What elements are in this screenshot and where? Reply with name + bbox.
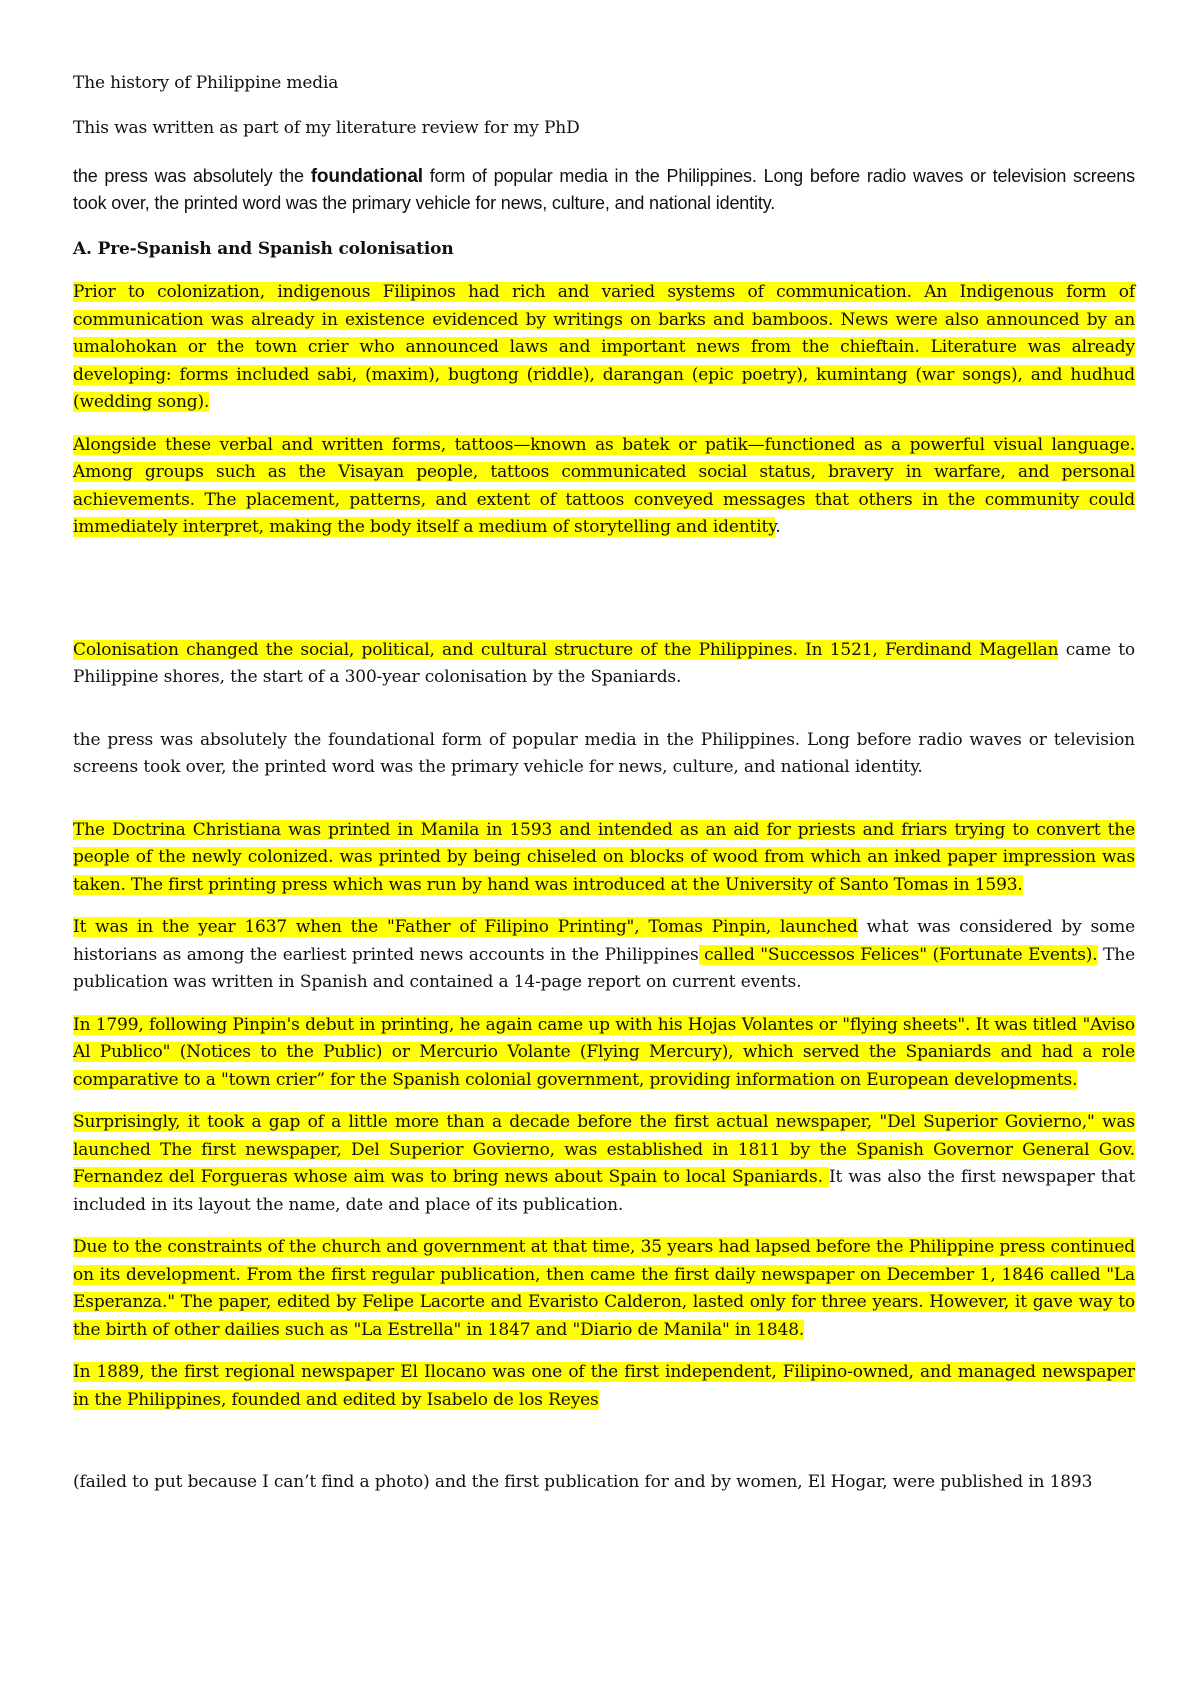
highlighted-text: called "Successos Felices" (Fortunate Events). — [698, 944, 1098, 965]
section-heading-a: A. Pre-Spanish and Spanish colonisation — [73, 239, 454, 259]
pinpin-paragraph — [73, 914, 1135, 997]
highlighted-text: Colonisation changed the social, political, and cultural structure of the Philippines. In 1521, Ferdinand Magellan — [73, 639, 1059, 660]
doctrina-paragraph — [73, 817, 1135, 900]
highlighted-text: The Doctrina Christiana was printed in Manila in 1593 and intended as an aid for priests and friars trying to convert the people of the newly colonized. was printed by being chiseled on blocks of wood from which an inked paper impression was taken. The first printing press which was run by hand was introduced at the University of Santo Tomas in 1593. — [73, 819, 1135, 895]
plain-text: It was also the first newspaper that included in its layout the name, date and place of its publication. — [73, 1167, 1135, 1215]
colonisation-paragraph — [73, 637, 1135, 692]
intro-line: This was written as part of my literature review for my PhD — [73, 118, 580, 138]
press-paragraph-1 — [73, 163, 1135, 217]
el-hogar-paragraph: (failed to put because I can’t find a photo) and the first publication for and by women, El Hogar, were published in 1893 — [73, 1472, 1093, 1492]
tattoos-paragraph-end: . — [775, 517, 781, 537]
precolonial-paragraph — [73, 279, 1135, 417]
highlighted-text: Prior to colonization, indigenous Filipinos had rich and varied systems of communication. An Indigenous form of communication was already in existence evidenced by writings on barks and bamboos. News were also announced by an umalohokan or the town crier who announced laws and important news from the chieftain. Literature was already developing: forms included sabi, (maxim), bugtong (riddle), darangan (epic poetry), kumintang (war songs), and hudhud (wedding song). — [73, 282, 1135, 412]
highlighted-text: It was in the year 1637 when the "Father of Filipino Printing", Tomas Pinpin, launched — [73, 917, 858, 937]
highlighted-text: In 1889, the first regional newspaper El Ilocano was one of the first independent, Filipino-owned, and managed newspaper in the Philippines, founded and edited by Isabelo de los Reyes — [73, 1362, 1135, 1410]
hojas-volantes-paragraph — [73, 1012, 1135, 1095]
la-esperanza-paragraph — [73, 1234, 1135, 1344]
press-paragraph-1-start: the press was absolutely the — [73, 166, 311, 186]
document-title: The history of Philippine media — [73, 73, 339, 93]
blank-space — [73, 797, 1135, 817]
blank-space — [73, 557, 1135, 637]
highlighted-text: Due to the constraints of the church and government at that time, 35 years had lapsed before the Philippine press continued on its development. From the first regular publication, then came the first daily newspaper on December 1, 1846 called "La Esperanza." The paper, edited by Felipe Lacorte and Evaristo Calderon, lasted only for three years. However, it gave way to the birth of other dailies such as "La Estrella" in 1847 and "Diario de Manila" in 1848. — [73, 1237, 1135, 1340]
press-paragraph-2: the press was absolutely the foundational form of popular media in the Philippines. Long before radio waves or television screens took over, the printed word was the primary vehicle for news, culture, and national identity. — [73, 729, 1135, 777]
superior-govierno-paragraph — [73, 1109, 1135, 1219]
plain-text: came to Philippine shores, the start of a 300-year colonisation by the Spaniards. — [73, 639, 1135, 687]
plain-text: what was considered by some historians as among the earliest printed news accounts in the Philippines — [73, 917, 1135, 965]
highlighted-text: In 1799, following Pinpin's debut in printing, he again came up with his Hojas Volantes or "flying sheets". It was titled "Aviso Al Publico" (Notices to the Public) or Mercurio Volante (Flying Mercury), which served the Spaniards and had a role comparative to a "town crier” for the Spanish colonial government, providing information on European developments. — [73, 1014, 1135, 1090]
blank-space — [73, 707, 1135, 727]
press-paragraph-1-end: form of popular media in the Philippines. Long before radio waves or television screens took over, the printed word was the primary vehicle for news, culture, and national identity. — [73, 166, 1136, 213]
document-page — [73, 70, 1135, 1512]
highlighted-text: Alongside these verbal and written forms, tattoos—known as batek or patik—functioned as a powerful visual language. Among groups such as the Visayan people, tattoos communicated social status, bravery in warfare, and personal achievements. The placement, patterns, and extent of tattoos conveyed messages that others in the community could immediately interpret, making the body itself a medium of storytelling and identity — [73, 434, 1135, 537]
highlighted-text: Surprisingly, it took a gap of a little more than a decade before the first actual newspaper, "Del Superior Govierno," was launched The first newspaper, Del Superior Govierno, was established in 1811 by the Spanish Governor General Gov. Fernandez del Forgueras whose aim was to bring news about Spain to local Spaniards. — [73, 1112, 1135, 1187]
plain-text: The publication was written in Spanish and contained a 14-page report on current events. — [73, 944, 1135, 992]
el-ilocano-paragraph — [73, 1359, 1135, 1414]
blank-space — [73, 1429, 1135, 1469]
tattoos-paragraph — [73, 432, 1135, 542]
press-paragraph-1-bold-word: foundational — [310, 166, 423, 187]
